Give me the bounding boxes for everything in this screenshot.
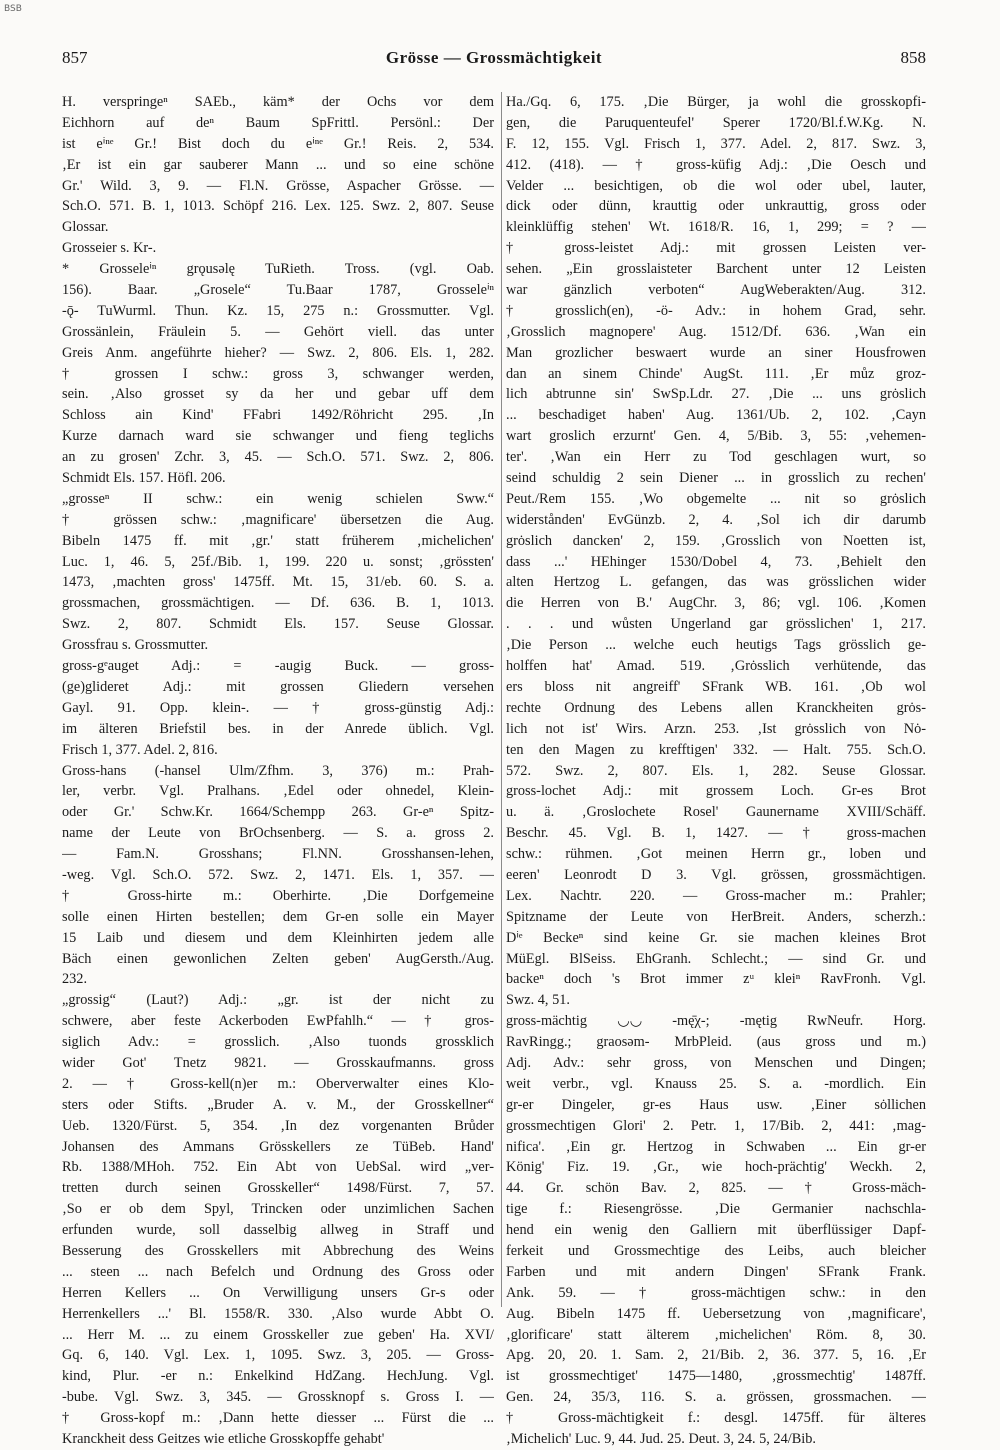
text-line: ten den Magen zu krefftigen' 332. — Halt. 755. Sch.O.: [506, 741, 926, 758]
text-line: Beschr. 45. Vgl. B. 1, 1427. — † gross-machen: [506, 825, 926, 842]
text-line: schwere, aber feste Ackerboden EwPfahlh.“ — † gros-: [62, 1013, 494, 1030]
text-line: grossmechtigen Glori' 2. Petr. 1, 17/Bib. 2, 441: ‚mag-: [506, 1117, 926, 1134]
text-line: die Herren von B.' AugChr. 3, 86; vgl. 106. ‚Komen: [506, 595, 926, 612]
text-line: ferkeit und Grossmechtige des Leibs, auch bleicher: [506, 1242, 926, 1259]
text-line: ‚Die Person ... welche euch heutigs Tags grösslich ge-: [506, 637, 926, 654]
text-line: Grosseier s. Kr-.: [62, 240, 157, 257]
text-line: dan an sinem Chinde' AugSt. 111. ‚Er můz groz-: [506, 365, 926, 382]
text-line: gross-lochet Adj.: mit grossem Loch. Gr-es Brot: [506, 783, 926, 800]
text-line: alten Hertzog L. gefangen, das was grösslichen wider: [506, 574, 926, 591]
text-line: kind, Plur. -er n.: Enkelkind HdZang. HechJung. Vgl.: [62, 1368, 494, 1385]
text-line: „grosseⁿ II schw.: ein wenig schielen Sww.“: [62, 490, 494, 507]
text-line: Rb. 1388/MHoh. 752. Ein Abt von UebSal. wird „ver-: [62, 1159, 494, 1176]
text-line: ist grossmechtiget' 1475—1480, ‚grossmechtig' 1487ff.: [506, 1368, 926, 1385]
text-line: Gq. 6, 140. Vgl. Lex. 1, 1095. Swz. 3, 205. — Gross-: [62, 1347, 494, 1364]
text-line: Velder ... besichtigen, ob die wol oder ubel, lauter,: [506, 177, 926, 194]
text-line: tretten durch seinen Grosskeller“ 1498/Fürst. 7, 57.: [62, 1180, 494, 1197]
text-line: -weg. Vgl. Sch.O. 572. Swz. 2, 1471. Els. 1, 357. —: [62, 866, 494, 883]
text-line: sein. ‚Also grosset sy da her und gebar uff dem: [62, 386, 494, 403]
right-column: [506, 92, 926, 1450]
running-title: Grösse — Grossmächtigkeit: [385, 48, 603, 67]
text-line: Apg. 20, 20. 1. Sam. 2, 21/Bib. 2, 36. 377. 5, 16. ‚Er: [506, 1347, 926, 1364]
text-line: dick oder dünn, krauttig oder unkrauttig, gross oder: [506, 198, 926, 215]
text-line: tige f.: Riesengrösse. ‚Die Germanier nachschla-: [506, 1201, 926, 1218]
left-column: [62, 92, 494, 1450]
text-line: gr-er Dingeler, gr-es Haus usw. ‚Einer sȯllichen: [506, 1096, 926, 1113]
text-line: Swz. 2, 807. Schmidt Els. 157. Seuse Glossar.: [62, 616, 494, 633]
text-line: 1473, ‚machten gross' 1475ff. Mt. 15, 31/eb. 60. S. a.: [62, 574, 494, 591]
text-line: ‚glorificare' statt älterem ‚michelichen' Röm. 8, 30.: [506, 1326, 926, 1343]
left-page-number: 857: [62, 48, 88, 67]
page-header: [62, 48, 926, 72]
text-line: Man grozlicher beswaert wurde an siner Housfrowen: [506, 344, 926, 361]
text-line: † Gross-kopf m.: ‚Dann hette diesser ... Fürst die ...: [62, 1410, 494, 1427]
text-line: Greis Anm. angeführte hieher? — Swz. 2, 806. Els. 1, 282.: [62, 344, 494, 361]
text-line: ... beschadiget haben' Aug. 1361/Ub. 2, 102. ‚Cayn: [506, 407, 926, 424]
library-mark: BSB: [4, 4, 22, 14]
text-line: Adj. Adv.: sehr gross, von Menschen und Dingen;: [506, 1054, 926, 1071]
text-line: grȯslich dancken' 2, 159. ‚Grosslich von Noetten ist,: [506, 532, 926, 549]
text-line: Peut./Rem 155. ‚Wo obgemelte ... nit so grȯslich: [506, 490, 926, 507]
text-line: Glossar.: [62, 219, 109, 236]
text-line: ‚So er ob dem Spyl, Trincken oder unzimlichen Sachen: [62, 1201, 494, 1218]
text-line: backeⁿ doch 's Brot immer zᵘ kleiⁿ RavFronh. Vgl.: [506, 971, 926, 988]
text-line: ler, verbr. Vgl. Pralhans. ‚Edel oder ohnedel, Klein-: [62, 783, 494, 800]
text-line: Bäch einen gewonlichen Zelten geben' AugGersth./Aug.: [62, 950, 494, 967]
text-line: ... steen ... nach Befelch und Ordnung des Gross oder: [62, 1263, 494, 1280]
text-line: 232.: [62, 971, 88, 988]
text-line: Farben und mit andern Dingen' SFrank Frank.: [506, 1263, 926, 1280]
text-line: Kurze darnach ward sie schwanger und fieng teglichs: [62, 428, 494, 445]
text-line: lich abtrunne sin' SwSp.Ldr. 27. ‚Die ... uns grȯslich: [506, 386, 926, 403]
text-line: RavRingg.; graosəm- MrbPleid. (aus gross und m.): [506, 1034, 926, 1051]
text-line: gross-mächtig ◡◡ -mę̄χ-; -mętig RwNeufr. Horg.: [506, 1013, 926, 1030]
text-line: † Gross-hirte m.: Oberhirte. ‚Die Dorfgemeine: [62, 887, 494, 904]
text-line: ‚Grosslich magnopere' Aug. 1512/Df. 636. ‚Wan ein: [506, 323, 926, 340]
text-line: Grossfrau s. Grossmutter.: [62, 637, 209, 654]
text-line: ‚Michelich' Luc. 9, 44. Jud. 25. Deut. 3, 24. 5, 24/Bib.: [506, 1431, 816, 1447]
text-line: † grosslich(en), -ö- Adv.: in hohem Grad, sehr.: [506, 302, 926, 319]
text-line: Gen. 24, 35/3, 116. S. a. grössen, grossmachen. —: [506, 1389, 926, 1406]
text-line: Gross-hans (-hansel Ulm/Zfhm. 3, 376) m.: Prah-: [62, 762, 494, 779]
text-line: Dⁱᵉ Beckeⁿ sind keine Gr. sie machen kleines Brot: [506, 929, 926, 946]
text-line: Ank. 59. — † gross-mächtigen schw.: in den: [506, 1284, 926, 1301]
text-line: widerstånden' EvGünzb. 2, 4. ‚Sol ich dir darumb: [506, 511, 926, 528]
text-line: schw.: rühmen. ‚Got meinen Herrn gr., loben und: [506, 846, 926, 863]
text-line: Sch.O. 571. B. 1, 1013. Schöpf 216. Lex. 125. Swz. 2, 807. Seuse: [62, 198, 494, 215]
text-line: Gr.' Wild. 3, 9. — Fl.N. Grösse, Aspacher Grösse. —: [62, 177, 494, 194]
text-line: an zu grosen' Zchr. 3, 45. — Sch.O. 571. Swz. 2, 806.: [62, 449, 494, 466]
text-line: nifica'. ‚Ein gr. Hertzog in Schwaben ... Ein gr-er: [506, 1138, 926, 1155]
text-line: 2. — † Gross-kell(n)er m.: Oberverwalter eines Klo-: [62, 1075, 494, 1092]
text-line: dass ...' HEhinger 1530/Dobel 4, 73. ‚Behielt den: [506, 553, 926, 570]
text-line: ter'. ‚Wan ein Herr zu Tod geschlagen wurt, so: [506, 449, 926, 466]
column-divider: [501, 92, 502, 1307]
text-line: † grossen I schw.: gross 3, schwanger werden,: [62, 365, 494, 382]
text-line: rechte Ordnung des Lebens allen Kranckheiten grȯs-: [506, 699, 926, 716]
text-line: u. ä. ‚Groslochete Rosel' Gaunername XVIII/Schäff.: [506, 804, 926, 821]
text-line: Kranckheit dess Geitzes wie etliche Grosskopffe gehabt': [62, 1431, 385, 1447]
text-line: wider Got' Tnetz 9821. — Grosskaufmanns. gross: [62, 1054, 494, 1071]
text-line: ‚Er ist ein gar sauberer Mann ... und so eine schöne: [62, 156, 494, 173]
text-line: lich not ist' Wirs. Arzn. 253. ‚Ist grȯsslich von Nȯ-: [506, 720, 926, 737]
text-line: eeren' Leonrodt D 3. Vgl. grössen, grossmächtigen.: [506, 866, 926, 883]
text-line: Swz. 4, 51.: [506, 992, 570, 1009]
text-line: 15 Laib und diesem und dem Kleinhirten jedem alle: [62, 929, 494, 946]
text-line: Johansen des Ammans Grösskellers ze TüBeb. Hand': [62, 1138, 494, 1155]
text-line: Schmidt Els. 157. Höfl. 206.: [62, 470, 226, 487]
text-line: ... Herr M. ... zu einem Grosskeller zue geben' Ha. XVI/: [62, 1326, 494, 1343]
text-line: Eichhorn auf deⁿ Baum SpFrittl. Persönl.: Der: [62, 114, 494, 131]
text-line: gen, die Paruquenteufel' Sperer 1720/Bl.f.W.Kg. N.: [506, 114, 926, 131]
text-line: † gross-leistet Adj.: mit grossen Leisten ver-: [506, 240, 926, 257]
text-line: ist eⁱⁿᵉ Gr.! Bist doch du eⁱⁿᵉ Gr.! Reis. 2, 534.: [62, 135, 494, 152]
right-page-number: 858: [900, 48, 926, 67]
text-line: wart groslich erzurnt' Gen. 4, 5/Bib. 3, 55: ‚vehemen-: [506, 428, 926, 445]
text-line: † grössen schw.: ‚magnificare' übersetzen die Aug.: [62, 511, 494, 528]
text-line: Bibeln 1475 ff. mit ‚gr.' statt früherem ‚michelichen': [62, 532, 494, 549]
text-line: gross-gᵉauget Adj.: = -augig Buck. — gross-: [62, 658, 494, 675]
text-line: hend ein wenig den Galliern mit überflüssiger Dapf-: [506, 1222, 926, 1239]
text-line: Aug. Bibeln 1475 ff. Uebersetzung von ‚magnificare',: [506, 1305, 926, 1322]
text-line: siglich Adv.: = grosslich. ‚Also tuonds grossklich: [62, 1034, 494, 1051]
text-line: Frisch 1, 377. Adel. 2, 816.: [62, 741, 218, 758]
text-line: Schloss ain Kind' FFabri 1492/Röhricht 295. ‚In: [62, 407, 494, 424]
text-line: war gänzlich verboten“ AugWeberakten/Aug. 312.: [506, 282, 926, 299]
text-line: seind schuldig 2 sein Diener ... in grosslich zu rechen': [506, 470, 926, 487]
text-line: Herren Kellers ... On Verwilligung unsers Gr-s oder: [62, 1284, 494, 1301]
text-line: Ha./Gq. 6, 175. ‚Die Bürger, ja wohl die grosskopfi-: [506, 94, 926, 110]
text-line: Herrenkellers ...' Bl. 1558/R. 330. ‚Also wurde Abbt O.: [62, 1305, 494, 1322]
text-line: -ǭ- TuWurml. Thun. Kz. 15, 275 n.: Grossmutter. Vgl.: [62, 302, 494, 319]
text-line: 156). Baar. „Grosele“ Tu.Baar 1787, Grosseleⁱⁿ: [62, 282, 494, 299]
text-line: — Fam.N. Grosshans; Fl.NN. Grosshansen-lehen,: [62, 846, 494, 863]
text-line: grossmachen, grossmächtigen. — Df. 636. B. 1, 1013.: [62, 595, 494, 612]
text-line: 44. Gr. schön Bav. 2, 825. — † Gross-mäch-: [506, 1180, 926, 1197]
text-line: 412. (418). — † gross-küfig Adj.: ‚Die Oesch und: [506, 156, 926, 173]
text-line: (ge)glideret Adj.: mit grossen Gliedern versehen: [62, 678, 494, 695]
text-line: H. verspringeⁿ SAEb., käm* der Ochs vor dem: [62, 94, 494, 110]
text-line: im älteren Briefstil bes. in der Anrede üblich. Vgl.: [62, 720, 494, 737]
text-line: name der Leute von BrOchsenberg. — S. a. gross 2.: [62, 825, 494, 842]
text-line: sehen. „Ein grosslaisteter Barchent unter 12 Leisten: [506, 261, 926, 278]
text-line: solle einen Hirten bestellen; dem Gr-en solle ein Mayer: [62, 908, 494, 925]
text-line: F. 12, 155. Vgl. Frisch 1, 377. Adel. 2, 817. Swz. 3,: [506, 135, 926, 152]
text-line: ers bloss nit angreiff' SFrank WB. 161. ‚Ob wol: [506, 678, 926, 695]
text-line: Besserung des Grosskellers mit Abbrechung des Weins: [62, 1242, 494, 1259]
text-line: Lex. Nachtr. 220. — Gross-macher m.: Prahler;: [506, 887, 926, 904]
text-line: . . . und wůsten Ungerland gar grösslichen' 1, 217.: [506, 616, 926, 633]
text-line: Luc. 1, 46. 5, 25f./Bib. 1, 199. 220 u. sonst; ‚grössten': [62, 553, 494, 570]
text-line: * Grosseleⁱⁿ grǫusəlę TuRieth. Tross. (vgl. Oab.: [62, 261, 494, 278]
text-line: MüEgl. BlSeiss. EhGranh. Schlecht.; — sind Gr. und: [506, 950, 926, 967]
text-line: holffen hat' Amad. 519. ‚Grȯsslich verhütende, das: [506, 658, 926, 675]
text-line: erfunden wurde, soll dasselbig allweg in Straff und: [62, 1222, 494, 1239]
text-line: kleinklüffig stehen' Wt. 1618/R. 16, 1, 299; = ? —: [506, 219, 926, 236]
text-line: -bube. Vgl. Swz. 3, 345. — Grossknopf s. Gross I. —: [62, 1389, 494, 1406]
text-line: Grossänlein, Fräulein 5. — Gehört viell. das unter: [62, 323, 494, 340]
text-line: sters oder Stifts. „Bruder A. v. M., der Grosskellner“: [62, 1096, 494, 1113]
text-line: König' Fiz. 19. ‚Gr., wie hoch-prächtig' Weckh. 2,: [506, 1159, 926, 1176]
text-line: Spitzname der Leute von HerBreit. Anders, scherzh.:: [506, 908, 926, 925]
text-line: oder Gr.' Schw.Kr. 1664/Schempp 263. Gr-eⁿ Spitz-: [62, 804, 494, 821]
text-line: Gayl. 91. Opp. klein-. — † gross-günstig Adj.:: [62, 699, 494, 716]
text-line: Ueb. 1320/Fürst. 5, 354. ‚In dez vorgenanten Brůder: [62, 1117, 494, 1134]
text-line: weit verbr., vgl. Knauss 25. S. a. -mordlich. Ein: [506, 1075, 926, 1092]
text-line: „grossig“ (Laut?) Adj.: „gr. ist der nicht zu: [62, 992, 494, 1009]
text-line: 572. Swz. 2, 807. Els. 1, 282. Seuse Glossar.: [506, 762, 926, 779]
text-line: † Gross-mächtigkeit f.: desgl. 1475ff. für älteres: [506, 1410, 926, 1427]
